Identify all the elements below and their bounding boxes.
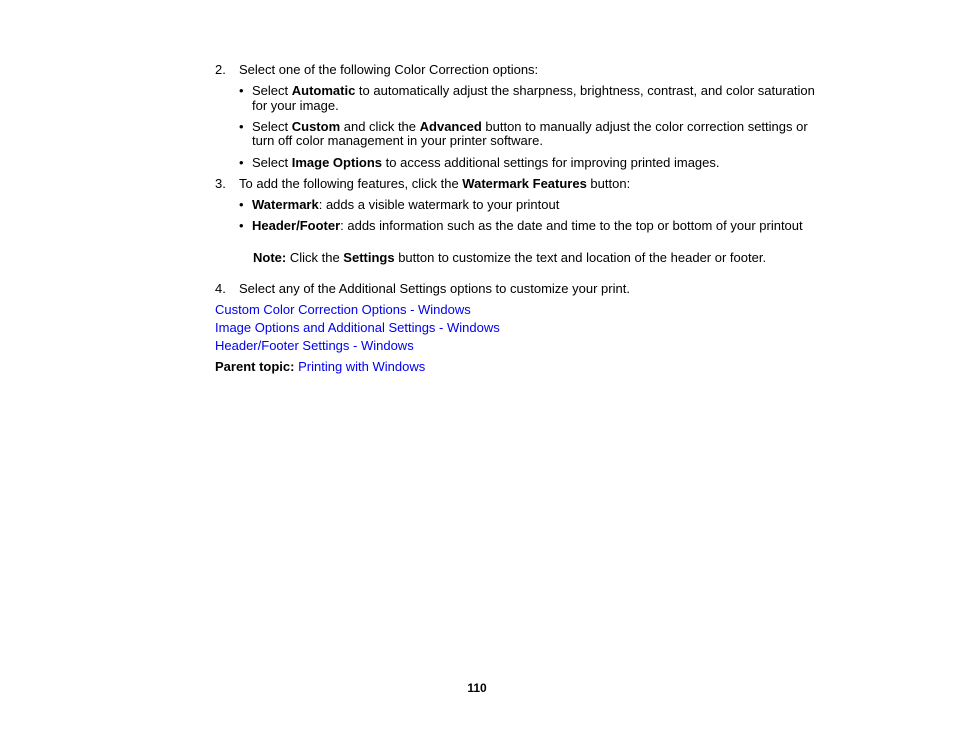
bullet-marker: •: [239, 83, 244, 98]
bullet-custom: Select Custom and click the Advanced button to manually adjust the color correction settings or: [252, 119, 808, 134]
bullet-marker: •: [239, 155, 244, 170]
bullet-marker: •: [239, 119, 244, 134]
bullet-header-footer: Header/Footer: adds information such as the date and time to the top or bottom of your printout: [252, 218, 803, 233]
bullet-watermark: Watermark: adds a visible watermark to your printout: [252, 197, 560, 212]
link-header-footer-settings[interactable]: Header/Footer Settings - Windows: [215, 338, 414, 353]
note: Note: Click the Settings button to customize the text and location of the header or footer.: [253, 250, 767, 265]
bullet-marker: •: [239, 197, 244, 212]
step-3-number: 3.: [215, 176, 226, 191]
step-4-number: 4.: [215, 281, 226, 296]
bullet-marker: •: [239, 218, 244, 233]
bullet-automatic: Select Automatic to automatically adjust the sharpness, brightness, contrast, and color saturation: [252, 83, 815, 98]
step-4-text: Select any of the Additional Settings options to customize your print.: [239, 281, 630, 296]
step-3-text: To add the following features, click the Watermark Features button:: [239, 176, 631, 191]
bullet-automatic-cont: for your image.: [252, 98, 339, 113]
page-number: 110: [467, 681, 487, 695]
bullet-image-options: Select Image Options to access additional settings for improving printed images.: [252, 155, 720, 170]
step-2-text: Select one of the following Color Correction options:: [239, 62, 539, 77]
bullet-custom-cont: turn off color management in your printer software.: [252, 133, 543, 148]
link-image-options[interactable]: Image Options and Additional Settings - Windows: [215, 320, 500, 335]
link-printing-with-windows[interactable]: Printing with Windows: [298, 359, 426, 374]
step-2-number: 2.: [215, 62, 226, 77]
parent-topic: Parent topic: Printing with Windows: [215, 359, 426, 374]
link-custom-color-correction[interactable]: Custom Color Correction Options - Windows: [215, 302, 471, 317]
